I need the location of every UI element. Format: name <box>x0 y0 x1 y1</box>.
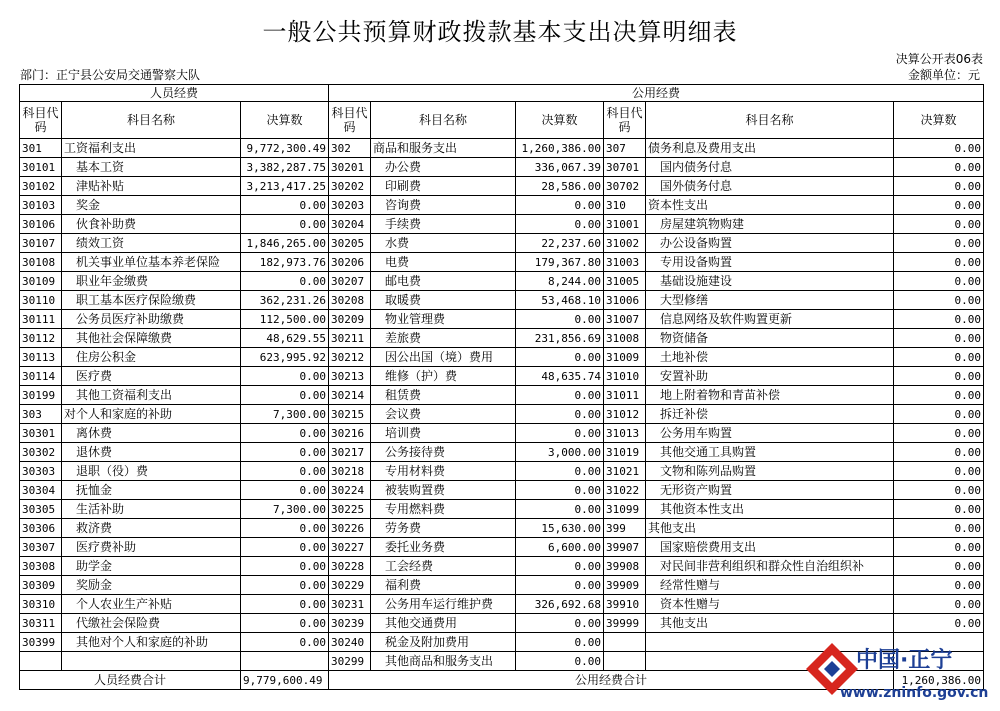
subject-code: 30701 <box>604 158 646 177</box>
amount-value: 0.00 <box>894 177 984 196</box>
subject-code: 31006 <box>604 291 646 310</box>
amount-unit: 金额单位：元 <box>907 68 980 82</box>
subject-code: 31019 <box>604 443 646 462</box>
code-header: 科目代码 <box>20 102 62 139</box>
subject-name: 地上附着物和青苗补偿 <box>646 386 894 405</box>
table-row <box>20 576 984 595</box>
subject-code: 31013 <box>604 424 646 443</box>
subject-name: 其他资本性支出 <box>646 500 894 519</box>
subject-code: 30302 <box>20 443 62 462</box>
table-row <box>20 424 984 443</box>
subject-name: 维修（护）费 <box>371 367 516 386</box>
table-row <box>20 329 984 348</box>
subject-code: 30310 <box>20 595 62 614</box>
subject-code: 30209 <box>329 310 371 329</box>
subject-code: 30301 <box>20 424 62 443</box>
site-watermark <box>804 641 994 707</box>
table-row <box>20 500 984 519</box>
amount-value: 0.00 <box>241 595 329 614</box>
amount-value: 0.00 <box>241 386 329 405</box>
subject-name: 土地补偿 <box>646 348 894 367</box>
subject-code <box>20 652 62 671</box>
subject-name: 离休费 <box>62 424 241 443</box>
amount-value: 0.00 <box>894 557 984 576</box>
amount-value: 0.00 <box>241 557 329 576</box>
table-row <box>20 310 984 329</box>
subject-name: 大型修缮 <box>646 291 894 310</box>
subject-code <box>604 633 646 652</box>
subject-code: 30113 <box>20 348 62 367</box>
subject-name: 福利费 <box>371 576 516 595</box>
subject-name: 办公设备购置 <box>646 234 894 253</box>
subject-name: 医疗费 <box>62 367 241 386</box>
subject-code: 30202 <box>329 177 371 196</box>
code-header: 科目代码 <box>329 102 371 139</box>
amount-value: 0.00 <box>516 557 604 576</box>
subject-code: 30224 <box>329 481 371 500</box>
amount-value: 0.00 <box>516 215 604 234</box>
amount-value: 1,260,386.00 <box>516 139 604 158</box>
subject-name: 债务利息及费用支出 <box>646 139 894 158</box>
subject-name: 会议费 <box>371 405 516 424</box>
subject-code: 30228 <box>329 557 371 576</box>
subject-name: 对民间非营利组织和群众性自治组织补 <box>646 557 894 576</box>
amount-value: 336,067.39 <box>516 158 604 177</box>
subject-code: 30110 <box>20 291 62 310</box>
subject-code: 30214 <box>329 386 371 405</box>
subject-code: 31005 <box>604 272 646 291</box>
subject-name: 其他对个人和家庭的补助 <box>62 633 241 652</box>
amount-value: 0.00 <box>894 310 984 329</box>
subject-code: 30218 <box>329 462 371 481</box>
amount-value: 0.00 <box>516 481 604 500</box>
subject-code: 30217 <box>329 443 371 462</box>
subject-name: 培训费 <box>371 424 516 443</box>
table-row <box>20 139 984 158</box>
amount-value: 0.00 <box>894 519 984 538</box>
subject-code: 30211 <box>329 329 371 348</box>
subject-name: 文物和陈列品购置 <box>646 462 894 481</box>
subject-code: 30102 <box>20 177 62 196</box>
subject-name: 工资福利支出 <box>62 139 241 158</box>
subject-name: 安置补助 <box>646 367 894 386</box>
subject-code: 30103 <box>20 196 62 215</box>
amount-value: 1,846,265.00 <box>241 234 329 253</box>
subject-name: 公务用车运行维护费 <box>371 595 516 614</box>
subject-name: 退休费 <box>62 443 241 462</box>
amount-value: 0.00 <box>516 614 604 633</box>
amount-value: 7,300.00 <box>241 405 329 424</box>
subject-name: 生活补助 <box>62 500 241 519</box>
table-row <box>20 614 984 633</box>
subject-code: 30239 <box>329 614 371 633</box>
subject-code: 30399 <box>20 633 62 652</box>
amount-value: 8,244.00 <box>516 272 604 291</box>
subject-code: 30107 <box>20 234 62 253</box>
subject-name: 被装购置费 <box>371 481 516 500</box>
subject-name: 租赁费 <box>371 386 516 405</box>
table-row <box>20 253 984 272</box>
subject-code: 30108 <box>20 253 62 272</box>
personnel-total-amount: 9,779,600.49 <box>241 671 329 690</box>
subject-code: 30201 <box>329 158 371 177</box>
table-row <box>20 215 984 234</box>
subject-code: 30207 <box>329 272 371 291</box>
amount-value: 112,500.00 <box>241 310 329 329</box>
subject-name: 基本工资 <box>62 158 241 177</box>
subject-code: 30702 <box>604 177 646 196</box>
amount-value: 362,231.26 <box>241 291 329 310</box>
subject-name: 专用燃料费 <box>371 500 516 519</box>
amount-value: 48,629.55 <box>241 329 329 348</box>
amount-value: 0.00 <box>241 481 329 500</box>
amount-header: 决算数 <box>894 102 984 139</box>
table-row <box>20 158 984 177</box>
table-row <box>20 177 984 196</box>
subject-name: 劳务费 <box>371 519 516 538</box>
subject-code: 30206 <box>329 253 371 272</box>
subject-name: 伙食补助费 <box>62 215 241 234</box>
subject-code: 399 <box>604 519 646 538</box>
subject-name: 咨询费 <box>371 196 516 215</box>
subject-name: 其他支出 <box>646 519 894 538</box>
amount-value: 0.00 <box>516 386 604 405</box>
subject-name: 电费 <box>371 253 516 272</box>
subject-name: 资本性赠与 <box>646 595 894 614</box>
amount-value: 3,382,287.75 <box>241 158 329 177</box>
subject-code: 31099 <box>604 500 646 519</box>
amount-value: 0.00 <box>894 367 984 386</box>
watermark-url: www.zninfo.gov.cn <box>840 685 989 701</box>
public-total-label: 公用经费合计 <box>329 671 894 690</box>
amount-value: 0.00 <box>894 424 984 443</box>
code-header: 科目代码 <box>604 102 646 139</box>
amount-value: 0.00 <box>894 576 984 595</box>
subject-code: 39907 <box>604 538 646 557</box>
table-row <box>20 367 984 386</box>
amount-value: 0.00 <box>894 253 984 272</box>
subject-code: 30106 <box>20 215 62 234</box>
public-total-amount: 1,260,386.00 <box>894 671 984 690</box>
table-row <box>20 443 984 462</box>
subject-name: 职业年金缴费 <box>62 272 241 291</box>
subject-name: 其他交通工具购置 <box>646 443 894 462</box>
expenditure-table <box>19 84 984 690</box>
amount-value: 3,000.00 <box>516 443 604 462</box>
subject-name: 医疗费补助 <box>62 538 241 557</box>
subject-code: 30304 <box>20 481 62 500</box>
table-row <box>20 557 984 576</box>
subject-code: 30208 <box>329 291 371 310</box>
subject-name: 房屋建筑物购建 <box>646 215 894 234</box>
amount-value: 0.00 <box>241 576 329 595</box>
subject-code <box>604 652 646 671</box>
subject-code: 30305 <box>20 500 62 519</box>
personnel-total-label: 人员经费合计 <box>20 671 241 690</box>
subject-code: 30306 <box>20 519 62 538</box>
amount-value: 9,772,300.49 <box>241 139 329 158</box>
table-row <box>20 234 984 253</box>
subject-name: 绩效工资 <box>62 234 241 253</box>
subject-name: 邮电费 <box>371 272 516 291</box>
amount-value: 182,973.76 <box>241 253 329 272</box>
table-row <box>20 196 984 215</box>
subject-code: 30215 <box>329 405 371 424</box>
amount-value: 0.00 <box>516 310 604 329</box>
subject-name: 住房公积金 <box>62 348 241 367</box>
subject-code: 39999 <box>604 614 646 633</box>
subject-code: 39910 <box>604 595 646 614</box>
subject-code: 30299 <box>329 652 371 671</box>
amount-value: 0.00 <box>241 196 329 215</box>
amount-value <box>241 652 329 671</box>
amount-value: 48,635.74 <box>516 367 604 386</box>
subject-name: 助学金 <box>62 557 241 576</box>
name-header: 科目名称 <box>62 102 241 139</box>
subject-code: 31009 <box>604 348 646 367</box>
subject-name: 对个人和家庭的补助 <box>62 405 241 424</box>
subject-name: 津贴补贴 <box>62 177 241 196</box>
subject-name <box>62 652 241 671</box>
amount-value: 0.00 <box>894 538 984 557</box>
amount-value: 0.00 <box>894 614 984 633</box>
subject-name: 物业管理费 <box>371 310 516 329</box>
subject-code: 30204 <box>329 215 371 234</box>
amount-value: 231,856.69 <box>516 329 604 348</box>
page-title: 一般公共预算财政拨款基本支出决算明细表 <box>262 18 738 46</box>
amount-value: 0.00 <box>894 462 984 481</box>
amount-value: 0.00 <box>516 633 604 652</box>
subject-name: 手续费 <box>371 215 516 234</box>
subject-name: 因公出国（境）费用 <box>371 348 516 367</box>
subject-name: 资本性支出 <box>646 196 894 215</box>
amount-value: 3,213,417.25 <box>241 177 329 196</box>
subject-code: 30199 <box>20 386 62 405</box>
table-row <box>20 272 984 291</box>
amount-value: 53,468.10 <box>516 291 604 310</box>
subject-name: 差旅费 <box>371 329 516 348</box>
subject-code: 31002 <box>604 234 646 253</box>
subject-code: 302 <box>329 139 371 158</box>
amount-value: 0.00 <box>241 272 329 291</box>
subject-name: 国外债务付息 <box>646 177 894 196</box>
subject-code: 30311 <box>20 614 62 633</box>
subject-code: 30114 <box>20 367 62 386</box>
subject-code: 31010 <box>604 367 646 386</box>
amount-value: 0.00 <box>894 405 984 424</box>
table-row <box>20 291 984 310</box>
subject-name: 专用材料费 <box>371 462 516 481</box>
subject-name: 商品和服务支出 <box>371 139 516 158</box>
form-number: 决算公开表06表 <box>895 52 983 66</box>
subject-name: 拆迁补偿 <box>646 405 894 424</box>
subject-code: 30101 <box>20 158 62 177</box>
amount-value: 179,367.80 <box>516 253 604 272</box>
subject-name: 其他商品和服务支出 <box>371 652 516 671</box>
table-row <box>20 386 984 405</box>
table-row <box>20 462 984 481</box>
subject-code: 30225 <box>329 500 371 519</box>
subject-name: 个人农业生产补贴 <box>62 595 241 614</box>
subject-name: 税金及附加费用 <box>371 633 516 652</box>
amount-value: 0.00 <box>516 652 604 671</box>
amount-value: 0.00 <box>516 462 604 481</box>
subject-name: 水费 <box>371 234 516 253</box>
subject-code: 30227 <box>329 538 371 557</box>
subject-code: 31008 <box>604 329 646 348</box>
amount-value: 0.00 <box>894 348 984 367</box>
amount-value: 15,630.00 <box>516 519 604 538</box>
amount-header: 决算数 <box>516 102 604 139</box>
subject-code: 30309 <box>20 576 62 595</box>
subject-name: 专用设备购置 <box>646 253 894 272</box>
amount-value: 0.00 <box>894 481 984 500</box>
subject-code: 301 <box>20 139 62 158</box>
subject-code: 30307 <box>20 538 62 557</box>
subject-name: 基础设施建设 <box>646 272 894 291</box>
table-row <box>20 538 984 557</box>
amount-value: 0.00 <box>894 329 984 348</box>
amount-value: 0.00 <box>516 500 604 519</box>
subject-name: 退职（役）费 <box>62 462 241 481</box>
name-header: 科目名称 <box>646 102 894 139</box>
amount-value: 6,600.00 <box>516 538 604 557</box>
subject-code: 30226 <box>329 519 371 538</box>
subject-name: 物资储备 <box>646 329 894 348</box>
subject-name: 办公费 <box>371 158 516 177</box>
amount-value: 0.00 <box>241 462 329 481</box>
amount-value: 0.00 <box>516 576 604 595</box>
amount-value: 326,692.68 <box>516 595 604 614</box>
table-row <box>20 405 984 424</box>
subject-code: 39908 <box>604 557 646 576</box>
amount-value: 0.00 <box>241 367 329 386</box>
subject-name: 抚恤金 <box>62 481 241 500</box>
subject-name: 国家赔偿费用支出 <box>646 538 894 557</box>
amount-value: 0.00 <box>516 405 604 424</box>
subject-code: 31011 <box>604 386 646 405</box>
amount-value: 0.00 <box>241 519 329 538</box>
amount-value: 0.00 <box>894 443 984 462</box>
amount-value: 0.00 <box>241 633 329 652</box>
subject-code: 30240 <box>329 633 371 652</box>
public-header: 公用经费 <box>329 85 984 102</box>
subject-code: 31003 <box>604 253 646 272</box>
subject-code: 30112 <box>20 329 62 348</box>
subject-code: 30308 <box>20 557 62 576</box>
amount-value: 0.00 <box>894 234 984 253</box>
subject-name: 工会经费 <box>371 557 516 576</box>
subject-code: 30213 <box>329 367 371 386</box>
subject-code: 30205 <box>329 234 371 253</box>
subject-code: 310 <box>604 196 646 215</box>
amount-value: 623,995.92 <box>241 348 329 367</box>
table-row <box>20 595 984 614</box>
amount-value: 0.00 <box>894 139 984 158</box>
amount-value: 28,586.00 <box>516 177 604 196</box>
subject-name: 奖励金 <box>62 576 241 595</box>
subject-name: 其他工资福利支出 <box>62 386 241 405</box>
amount-value: 0.00 <box>894 291 984 310</box>
amount-value: 22,237.60 <box>516 234 604 253</box>
subject-code: 31001 <box>604 215 646 234</box>
subject-name: 印刷费 <box>371 177 516 196</box>
subject-code: 30216 <box>329 424 371 443</box>
amount-value: 7,300.00 <box>241 500 329 519</box>
amount-value: 0.00 <box>894 272 984 291</box>
amount-value: 0.00 <box>894 215 984 234</box>
amount-value: 0.00 <box>241 215 329 234</box>
personnel-header: 人员经费 <box>20 85 329 102</box>
subject-name: 信息网络及软件购置更新 <box>646 310 894 329</box>
subject-name: 其他交通费用 <box>371 614 516 633</box>
subject-code: 30229 <box>329 576 371 595</box>
amount-value: 0.00 <box>241 538 329 557</box>
amount-value: 0.00 <box>516 424 604 443</box>
subject-name: 职工基本医疗保险缴费 <box>62 291 241 310</box>
subject-code: 30111 <box>20 310 62 329</box>
amount-value: 0.00 <box>894 158 984 177</box>
amount-header: 决算数 <box>241 102 329 139</box>
department-label: 部门：正宁县公安局交通警察大队 <box>20 68 201 82</box>
table-row <box>20 481 984 500</box>
subject-name: 奖金 <box>62 196 241 215</box>
amount-value: 0.00 <box>241 443 329 462</box>
table-row <box>20 519 984 538</box>
amount-value: 0.00 <box>516 348 604 367</box>
subject-name: 国内债务付息 <box>646 158 894 177</box>
subject-code: 39909 <box>604 576 646 595</box>
subject-name: 公务用车购置 <box>646 424 894 443</box>
subject-code: 307 <box>604 139 646 158</box>
subject-code: 30231 <box>329 595 371 614</box>
amount-value: 0.00 <box>516 196 604 215</box>
subject-name: 代缴社会保险费 <box>62 614 241 633</box>
subject-code: 31007 <box>604 310 646 329</box>
subject-code: 30109 <box>20 272 62 291</box>
subject-name: 经常性赠与 <box>646 576 894 595</box>
amount-value: 0.00 <box>894 196 984 215</box>
subject-name: 其他社会保障缴费 <box>62 329 241 348</box>
subject-code: 30203 <box>329 196 371 215</box>
name-header: 科目名称 <box>371 102 516 139</box>
subject-code: 303 <box>20 405 62 424</box>
subject-name: 委托业务费 <box>371 538 516 557</box>
amount-value: 0.00 <box>894 386 984 405</box>
subject-name: 机关事业单位基本养老保险 <box>62 253 241 272</box>
subject-name: 公务接待费 <box>371 443 516 462</box>
amount-value: 0.00 <box>894 595 984 614</box>
subject-code: 31021 <box>604 462 646 481</box>
amount-value: 0.00 <box>241 614 329 633</box>
subject-code: 30212 <box>329 348 371 367</box>
subject-code: 31012 <box>604 405 646 424</box>
amount-value: 0.00 <box>241 424 329 443</box>
table-row <box>20 348 984 367</box>
subject-name: 公务员医疗补助缴费 <box>62 310 241 329</box>
watermark-text: 中国·正宁 <box>856 648 953 673</box>
subject-name: 救济费 <box>62 519 241 538</box>
subject-name: 其他支出 <box>646 614 894 633</box>
subject-name: 取暖费 <box>371 291 516 310</box>
subject-code: 30303 <box>20 462 62 481</box>
subject-code: 31022 <box>604 481 646 500</box>
subject-name: 无形资产购置 <box>646 481 894 500</box>
amount-value: 0.00 <box>894 500 984 519</box>
